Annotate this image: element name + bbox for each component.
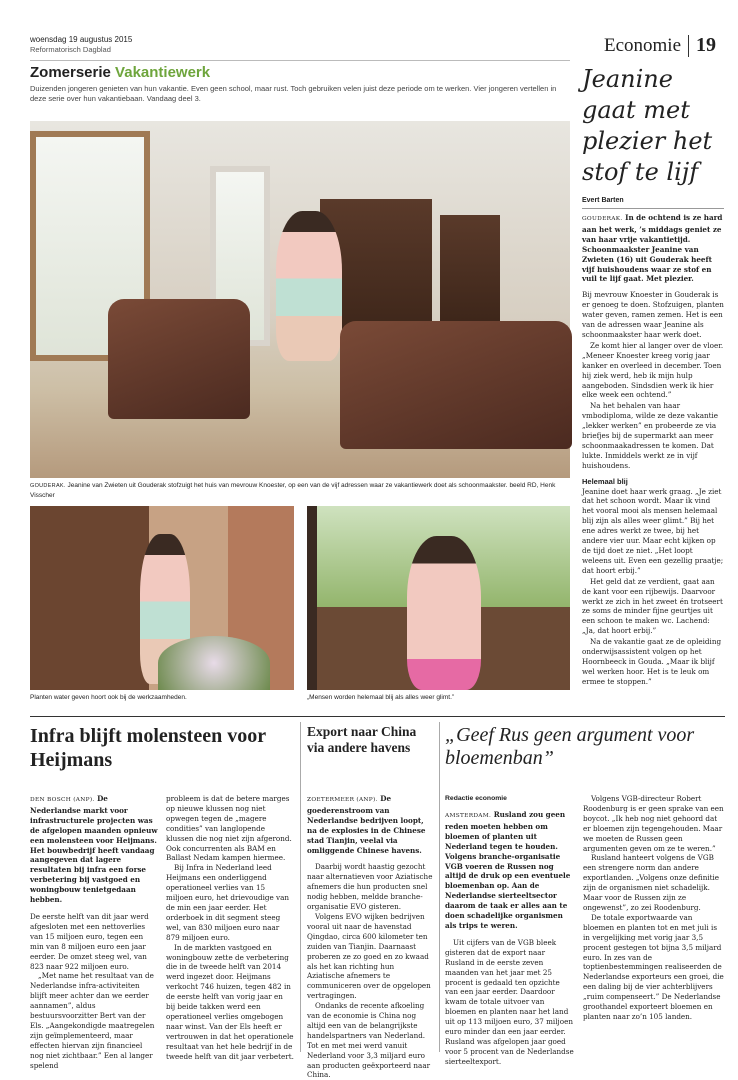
column-divider: [439, 722, 440, 1052]
china-paragraph: Ondanks de recente afkoeling van de economie is China nog altijd een van de belangrijkste handelspartners van Nederland. Tot en met mei werd vanuit Nederland voor 3,3 miljard euro aan producten geëxporteerd naar China.: [307, 1001, 431, 1080]
feature-paragraph: Na de vakantie gaat ze de opleiding onderwijsassistent volgen op het Hoornbeeck in Gouda. „Maar ik blijf wel werken hoor. Het is te leuk om ermee te stoppen.”: [582, 637, 722, 686]
series-intro: Duizenden jongeren genieten van hun vakantie. Even geen school, maar rust. Toch gebruiken velen juist deze periode om te werken. Vier jongeren vertellen in deze serie over hun vakantiebaan. Vandaag deel 3.: [30, 84, 557, 103]
feature-rule: [582, 208, 724, 209]
rus-headline: „Geef Rus geen argument voor bloemenban”: [445, 724, 695, 769]
rus-paragraph: De totale exportwaarde van bloemen en planten tot en met juli is in vergelijking met vorig jaar 3,5 procent gestegen tot bijna 3,5 miljard euro. In zes van de toptienbestemmingen realiseerden de Nederlandse exporteurs een groei, die een daling bij de vier achterblijvers „ruim compenseert.” De Nederlandse groothandel exporteert bloemen en planten naar zo’n 105 landen.: [583, 912, 724, 1021]
heijmans-paragraph: De eerste helft van dit jaar werd afgesloten met een nettoverlies van 15 miljoen euro, tegen een min van 8 miljoen euro een jaar eerder. De omzet steeg wel, van 823 naar 922 miljoen euro.: [30, 911, 149, 971]
heijmans-headline: Infra blijft molensteen voor Heijmans: [30, 725, 266, 771]
china-paragraph: Volgens EVO wijken bedrijven vooral uit naar de havenstad Qingdao, circa 600 kilometer ten zuiden van Tianjin. Daarnaast proberen ze zo goed en zo kwaad als het kan richting hun Aziatische afnemers te communiceren over de opgelopen vertragingen.: [307, 911, 431, 1001]
heijmans-paragraph: probleem is dat de betere marges op nieuwe klussen nog niet opwegen tegen de „magere condities” van langlopende klussen die nog niet zijn afgerond. Ook concurrenten als BAM en Ballast Nedam kampen hiermee.: [166, 794, 292, 863]
feature-body: [582, 213, 724, 688]
column-divider: [300, 722, 301, 1052]
series-label: Zomerserie: [30, 64, 111, 81]
heijmans-col-1: [30, 794, 158, 1070]
feature-paragraph: Jeanine doet haar werk graag. „Je ziet dat het schoon wordt. Maar ik vind het vooral mooi als mensen helemaal blij zijn als alles weer glimt.” Bij het ene adres werkt ze twee, bij het andere vier uur. Maar echt kijken op de tijd doet ze niet. „Het loopt weleens uit. Even een gezellig praatje; dat hoort erbij.”: [582, 486, 724, 575]
main-photo-vacuuming: [30, 121, 570, 478]
section-name: Economie: [604, 35, 689, 57]
photo-flowers: [158, 636, 270, 690]
main-photo-caption: [30, 481, 570, 500]
heijmans-col-2: [166, 794, 294, 1061]
china-lead: De goederenstroom van Nederlandse bedrijven loopt, na de explosies in de Chinese stad Tianjin, veelal via omliggende Chinese havens.: [307, 794, 426, 855]
rus-paragraph: Rusland hanteert volgens de VGB een strengere norm dan andere exportlanden. „Volgens onze definitie zijn de organismen niet schadelijk. Maar voor de Russen zijn ze ongewenst”, zo zei Roodenburg.: [583, 853, 720, 912]
rus-dateline: AMSTERDAM.: [445, 813, 492, 819]
rus-col-1: [445, 810, 575, 1067]
china-paragraph: Daarbij wordt haastig gezocht naar alternatieven voor Aziatische afnemers die hun producten snel nodig hebben, meldde branche-organisatie EVO gisteren.: [307, 862, 433, 912]
heijmans-dateline: DEN BOSCH (ANP).: [30, 797, 95, 803]
heijmans-paragraph: In de markten vastgoed en woningbouw zette de verbetering die in de tweede helft van 2014 werd ingezet door. Heijmans verkocht 746 huizen, tegen 482 in de eerste helft van vorig jaar en bij beide takken werd een operationeel verlies omgebogen naar winst. Van der Els heeft er vertrouwen in dat het operationele resultaat van het hele bedrijf in de tweede helft van dit jaar verbetert.: [166, 942, 294, 1061]
rus-col-2: [583, 794, 725, 1022]
rus-byline: Redactie economie: [445, 795, 507, 802]
rus-lead: Rusland zou geen reden moeten hebben om bloemen of planten uit Nederland tegen te houden. Volgens branche-organisatie VGB voeren de Russen nog altijd de druk op een eventuele bloemenban op. Aan de Nederlandse sierteeltsector daarom de taak er alles aan te doen schadelijke organismen als trips te weren.: [445, 810, 571, 930]
feature-paragraph: Het geld dat ze verdient, gaat aan de kant voor een rijbewijs. Daarvoor werkt ze zich in het zweet én trotseert ze soms de minder fijne geurtjes uit een schoon te maken wc. Lachend: „Ja, dat hoort erbij.”: [582, 576, 723, 636]
feature-headline: Jeanine gaat met plezier het stof te lijf: [582, 65, 713, 186]
feature-dateline: GOUDERAK.: [582, 216, 623, 222]
bottom-section-rule: [30, 716, 725, 717]
series-title: [30, 64, 210, 81]
photo-watering-plants: [30, 506, 294, 690]
section-header: [604, 34, 716, 57]
photo-person-cleaning: [407, 536, 481, 690]
feature-subhead: Helemaal blij: [582, 476, 628, 486]
newspaper-name: Reformatorisch Dagblad: [30, 45, 111, 54]
photo-left-caption: Planten water geven hoort ook bij de werkzaamheden.: [30, 694, 187, 701]
feature-paragraph: Na het behalen van haar vmbodiploma, wilde ze deze vakantie „lekker werken” en probeerde ze via briefjes bij de supermarkt aan meer schoonmaakadressen te komen. Dat lukte. Inmiddels werkt ze in vijf huishoudens.: [582, 401, 719, 470]
rus-paragraph: Uit cijfers van de VGB bleek gisteren dat de export naar Rusland in de eerste zeven maanden van het jaar met 25 procent is gedaald ten opzichte van een jaar eerder. Daardoor kwam de totale uitvoer van bloemen en planten naar het land uit op 113 miljoen euro, 37 miljoen euro minder dan een jaar eerder. Rusland was afgelopen jaar goed voor 5 procent van de Nederlandse sierteeltexport.: [445, 937, 574, 1066]
issue-date: woensdag 19 augustus 2015: [30, 35, 133, 44]
heijmans-paragraph: Bij Infra in Nederland leed Heijmans een onderliggend operationeel verlies van 15 miljoen euro, het drievoudige van de min een jaar eerder. Het orderboek in dit segment steeg wel, van 830 miljoen euro naar 879 miljoen euro.: [166, 863, 290, 942]
photo-door: [440, 215, 500, 327]
photo-cleaning-window: [307, 506, 570, 690]
feature-lead-text: In de ochtend is ze hard aan het werk, ’s middags geniet ze van haar vrije vakantietijd. Schoonmaakster Jeanine van Zwieten (16) uit Gouderak heeft vijf huishoudens waar ze stof en vuil te lijf gaat. Met plezier.: [582, 213, 723, 284]
photo-armchair-left: [108, 299, 250, 419]
feature-byline: Evert Barten: [582, 197, 624, 204]
heijmans-lead: De Nederlandse markt voor infrastructurele projecten was de afgelopen maanden opnieuw een molensteen voor Heijmans. Het bouwbedrijf heeft vandaag aangegeven dat lagere resultaten bij infra een forse verbetering bij vastgoed en woningbouw tenietgedaan hebben.: [30, 794, 158, 905]
series-name: Vakantiewerk: [115, 64, 211, 81]
feature-lead: [582, 213, 724, 284]
page-number: 19: [696, 34, 716, 56]
china-body: [307, 794, 433, 1080]
heijmans-paragraph: „Met name het resultaat van de Nederlandse infra-activiteiten blijft meer achter dan we eerder aannamen”, aldus bestuursvoorzitter Bert van der Els. „Aangekondigde maatregelen zijn geïmplementeerd, maar effecten hiervan zijn financieel nog niet zichtbaar.” Een al langer spelend: [30, 971, 155, 1070]
rus-paragraph: Volgens VGB-directeur Robert Roodenburg is er geen sprake van een boycot. „Ik heb nog niet gehoord dat er bloemen zijn tegengehouden. Maar we moeten de Russen geen argumenten geven om ze te weren.”: [583, 794, 724, 853]
china-headline: Export naar China via andere havens: [307, 724, 417, 755]
photo-right-caption: „Mensen worden helemaal blij als alles weer glimt.”: [307, 694, 455, 701]
caption-text: Jeanine van Zwieten uit Gouderak stofzuigt het huis van mevrouw Knoester, op een van de vijf adressen waar ze vakantiewerk doet als schoonmaakster.: [67, 482, 508, 489]
china-dateline: ZOETERMEER (ANP).: [307, 797, 378, 803]
feature-paragraph: Bij mevrouw Knoester in Gouderak is er genoeg te doen. Stofzuigen, planten water geven, ramen zemen. Het is een van de adressen waar Jeanine als schoonmaakster haar werk doet.: [582, 290, 724, 339]
photo-armchair-right: [340, 321, 572, 449]
photo-credit: beeld RD, Henk Visscher: [30, 482, 556, 499]
photo-person-jeanine: [276, 211, 342, 361]
header-rule: [30, 60, 570, 61]
caption-tag: GOUDERAK.: [30, 483, 66, 489]
feature-paragraph: Ze komt hier al langer over de vloer. „Meneer Knoester kreeg vorig jaar kanker en overleed in december. Toen hij ziek werd, heb ik mijn hulp aangeboden. Sindsdien werk ik hier elke week een ochtend.”: [582, 340, 724, 400]
photo-window-frame: [307, 506, 317, 690]
